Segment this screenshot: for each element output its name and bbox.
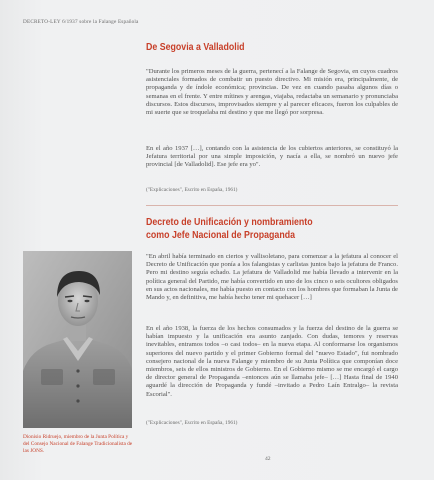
section2-heading-block [146, 216, 398, 241]
section2-title-line1: Decreto de Unificación y nombramiento [146, 216, 313, 228]
section1-heading-block [146, 41, 398, 54]
section2-title-line2: como Jefe Nacional de Propaganda [146, 228, 296, 241]
section2-quote-block [146, 253, 398, 302]
running-head: DECRETO-LEY 6/1937 sobre la Falange Española [23, 19, 139, 25]
section1-quote-block-2 [146, 145, 398, 170]
section2-source-block [146, 419, 398, 427]
section2-paragraph-2: En el año 1938, la fuerza de los hechos consumados y la fuerza del destino de la guerra se habían impuesto y la unificación era asunto zanjado. Con dudas, temores y reservas inevitables, entramos todos –o casi todos– en la nueva etapa. Al conformarse los organismos superiores del nuevo partido y el primer Gobierno formal del "nuevo Estado", fui nombrado consejero nacional de la nueva Falange y miembro de su Junta Política que componían doce miembros, seis de ellos ministros de Gobierno. En el Gobierno mismo se me encargó el cargo de director general de Propaganda –entonces aún se llamaba jefe– […] Hasta final de 1940 aguardé la dirección de Propaganda y fundé –invitado a Pedro Laín Entralgo– la revista Escorial". [146, 325, 398, 398]
section1-source: ("Explicaciones", Escrito en España, 1961) [146, 187, 238, 193]
section1-title: De Segovia a Valladolid [146, 41, 245, 53]
section2-source: ("Explicaciones", Escrito en España, 1961) [146, 420, 238, 426]
section1-paragraph-1: "Durante los primeros meses de la guerra, pertenecí a la Falange de Segovia, en cuyos cuadros asistenciales formados de combatir un puesto directivo. Mi misión era, principalmente, de propaganda y de índole económica; provincias. De vez en cuando pasaba algunos días o semanas en el frente. Y entre mítines y arengas, viajaba, redactaba un semanario y pronunciaba discursos. Estos discursos, improvisados siempre y al parecer eficaces, fueron los culpables de mi suerte que se troquelaba mi destino y que me llegó por sorpresa. [146, 68, 398, 117]
section1-paragraph-2: En el año 1937 […], contando con la asistencia de los cubiertos anteriores, se constituyó la Jefatura territorial por una simple imposición, y nacía a ella, se nombró un nuevo jefe provincial [de Valladolid]. Ese jefe era yo". [146, 145, 398, 169]
section2-quote-block-2 [146, 325, 398, 399]
section-divider [146, 205, 398, 206]
portrait-photo [23, 251, 132, 428]
section1-quote-block [146, 68, 398, 117]
section1-source-block [146, 186, 398, 194]
portrait-image [23, 251, 132, 428]
section2-paragraph-1: "En abril había terminado en ciertos y vallisoletano, para comenzar a la jefatura al conocer el Decreto de Unificación que ponía a los falangistas y carlistas juntos bajo la jefatura de Franco. Pero mi destino seguía echado. La jefatura de Valladolid me había llevado a intervenir en la política general del Partido, me había convertido en uno de los cinco o seis ocultores obligados en sus actos nacionales, me había puesto en contacto con los hombres que formaban la Junta de Mando y, en definitiva, me había hecho tener mi quehacer […] [146, 253, 398, 302]
page-number: 42 [265, 456, 271, 462]
photo-caption: Dionisio Ridruejo, miembro de la Junta Política y del Consejo Nacional de Falange Tradicionalista de las JONS. [23, 434, 133, 454]
